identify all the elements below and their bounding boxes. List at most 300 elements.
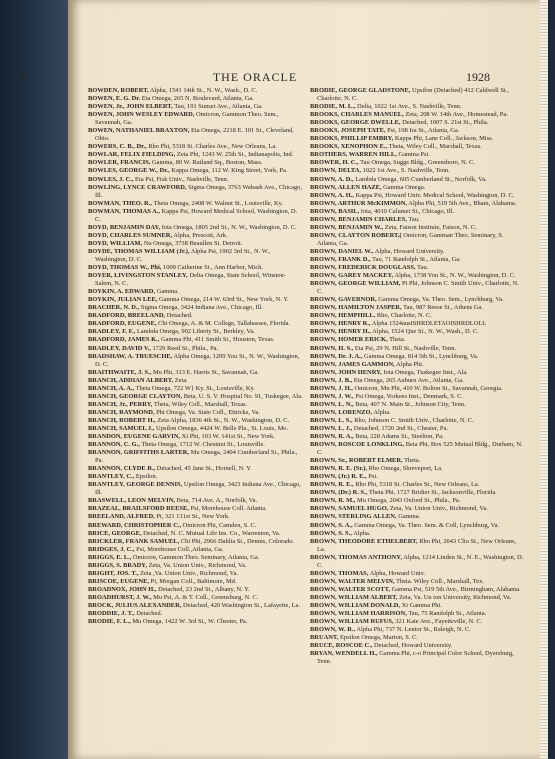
entry-details: Gamma Psi, 519 5th Ave., Birmingham, Alabama.	[390, 585, 521, 593]
directory-entry	[88, 578, 303, 586]
entry-name: BREWARD, CHRISTOPHER C.,	[88, 521, 182, 529]
entry-details: Eta Psi, Fisk Univ., Nashville, Tenn.	[133, 175, 229, 183]
entry-details: Zeta, Faison Institute, Faison, N. C.	[383, 223, 477, 231]
entry-name: BRANCH, A. A.,	[88, 384, 135, 392]
directory-entry	[310, 473, 525, 481]
entry-name: BROWN, HEMPHILL,	[310, 312, 376, 320]
directory-entry	[310, 135, 525, 143]
entry-name: BRADLEY, F. F.,	[88, 328, 136, 336]
entry-name: BRICE, GEORGE,	[88, 529, 142, 537]
entry-name: BRAZEAL, BRAILSFORD REESE,	[88, 505, 189, 513]
directory-entry	[88, 328, 303, 336]
entry-name: BROWN, JAMES GAMMON,	[310, 360, 395, 368]
entry-name: BOWEN, JOHN WESLEY EDWARD,	[88, 111, 195, 119]
directory-entry	[310, 248, 525, 256]
entry-name: BROWN, L. J.,	[310, 424, 353, 432]
directory-entry	[310, 345, 525, 353]
directory-entry	[310, 87, 525, 103]
entry-details: Gamma, 80 W. Rutland Sq., Boston, Mass.	[150, 159, 263, 167]
directory-entry	[88, 304, 303, 312]
entry-details: Detached, N. C. Mutual Life Ins. Co., Warrenton, Va.	[141, 529, 281, 537]
directory-entry	[88, 111, 303, 127]
entry-details: Gamma Phi, c-o Principal Color School, Dyersburg, Tenn.	[317, 650, 514, 666]
directory-entry	[88, 481, 303, 497]
entry-name: BROWN, HOMER ERICK,	[310, 336, 388, 344]
directory-entry	[88, 151, 303, 159]
entry-details: Mu Omega, 2043 Oxford St., Phila., Pa.	[355, 497, 461, 505]
entry-details: Nu Omega, 3738 Beaullen St. Detroit.	[142, 239, 243, 247]
directory-entry	[88, 522, 303, 530]
directory-entry	[310, 505, 525, 513]
entry-name: BOWEN, NATHANIEL BRAXTON,	[88, 127, 190, 135]
directory-entry	[310, 312, 525, 320]
directory-entry	[88, 176, 303, 184]
directory-entry	[310, 272, 525, 280]
page-year: 1928	[466, 70, 490, 84]
entry-details: Psi Omega, Vorkees Inst., Denmark, S. C.	[353, 392, 464, 400]
entry-name: BROWN, WILLIAM HARRISON,	[310, 610, 407, 618]
directory-entry	[310, 143, 525, 151]
entry-details: Pi, 321 131st St., New York.	[154, 513, 230, 521]
entry-details: Rho Phi, 2043 Clio St., New Orleans, La.	[317, 537, 517, 553]
page-title: THE ORACLE	[212, 70, 298, 84]
entry-details: Theta, Wiley Coll., Marshall, Texas.	[152, 400, 248, 408]
directory-entry	[88, 272, 303, 288]
entry-details: Tau, 71 Randolph St., Atlanta, Ga.	[370, 255, 461, 263]
entry-details: Rho Phi, 5318 St. Charles St., New Orleans, La.	[353, 481, 480, 489]
directory-entry	[310, 626, 525, 634]
entry-details: Zeta, Va. Union Univ., Richmond, Va.	[388, 505, 488, 513]
entry-name: BRASWELL, LEON MELVIN,	[88, 497, 176, 505]
entry-details: Alpha Phi, 737 N. Lenior St., Raleigh, N. C.	[355, 626, 471, 634]
entry-details: Upsilon Omega, 3423 Indiana Ave., Chicago, Ill.	[95, 481, 301, 497]
entry-name: BOYD, CHARLES SUMNER,	[88, 231, 173, 239]
entry-name: BOWLING, LYNCE CRAWFORD,	[88, 183, 187, 191]
entry-details: Tau.	[406, 215, 420, 223]
entry-details: Theta.	[387, 336, 406, 344]
entry-name: BRANNON, C. G.,	[88, 441, 140, 449]
entry-name: BROADNOX, JOHN H.,	[88, 585, 157, 593]
entry-name: BRIGGS, S. BRADY,	[88, 561, 147, 569]
entry-name: BRANCH, ADDIAN ALBERT,	[88, 376, 174, 384]
entry-details: Mu Omega, 1422 W. 3rd St., W. Chester, Pa.	[130, 618, 248, 626]
entry-details: Lambda Omega, 605 Cumberland St., Norfolk, Va.	[353, 175, 487, 183]
entry-details: Alpha, 1214 Linden St., N. E., Washington, D. C.	[317, 553, 524, 569]
entry-name: BROWN, THEODORE ETHELBERT,	[310, 537, 418, 545]
entry-name: BRICKLER, FRANK SAMUEL,	[88, 537, 180, 545]
entry-details: Zeta Phi, 1243 W. 25th St., Indianapolis, Ind.	[175, 151, 294, 159]
entry-name: BROWN, DANIEL W.,	[310, 247, 374, 255]
directory-entry	[88, 320, 303, 328]
entry-details: Gamma Omega, 814 5th St., Lynchburg, Va.	[362, 352, 479, 360]
entry-details: Pi Phi, Johnson C. Smith Univ., Charlotte, N. C.	[317, 280, 519, 296]
entry-name: BOYD, THOMAS W., Phi,	[88, 264, 162, 272]
directory-entry	[88, 312, 303, 320]
entry-details: Alpha 1524ausISHRDLETAOISHRDLOLL	[370, 320, 487, 328]
entry-name: BROWN, Sr., ROBERT ELMER,	[310, 457, 403, 465]
entry-details: Psi, Morehouse Coll.,Atlanta, Ga.	[134, 545, 224, 553]
directory-entry	[310, 184, 525, 192]
directory-entry	[310, 232, 525, 248]
entry-details: Kappa Omega, 112 W. King Street, York, Pa.	[169, 167, 288, 175]
directory-entry	[310, 353, 525, 361]
directory-entry	[310, 409, 525, 417]
entry-details: Theta, Wiley Coll., Marshall, Texas.	[387, 143, 482, 151]
entry-details: Delta, 1022 1st Ave., S. Nashville, Tenn.	[355, 103, 462, 111]
directory-entry	[88, 369, 303, 377]
entry-name: BROWN, WILLIAM RUFUS,	[310, 618, 394, 626]
entry-details: Rho Omega, Shreveport, La.	[367, 465, 443, 473]
directory-entry	[310, 216, 525, 224]
entry-name: BROWN, J. W.,	[310, 392, 354, 400]
directory-entry	[310, 264, 525, 272]
entry-details: Phi Omega, Va. State Coll., Ettricks, Va.	[154, 408, 260, 416]
directory-entry	[88, 417, 303, 425]
entry-name: BOWLAR, FELIX FIELDING,	[88, 151, 176, 159]
right-column	[310, 87, 525, 666]
directory-entry	[88, 345, 303, 353]
entry-details: 1729 Reed St., Phila., Pa.	[150, 344, 219, 352]
entry-name: BROWN, WILLIAM DONALD,	[310, 602, 401, 609]
page-number: 4	[20, 70, 26, 84]
entry-details: Rho, Charlotte, N. C.	[375, 312, 432, 320]
directory-entry	[88, 505, 303, 513]
left-column	[88, 87, 303, 626]
directory-entry	[310, 642, 525, 650]
entry-details: Upsilon Omega, 4424 W. Belle Pla., St. Louis, Mo.	[154, 424, 289, 432]
directory-entry	[88, 393, 303, 401]
entry-details: Mu Omega, 2404 Cumberland St., Phila., Pa.	[95, 449, 298, 465]
entry-details: Tau Omega, Suggs Bldg., Greensboro, N. C.	[358, 159, 475, 167]
directory-entry	[88, 441, 303, 449]
directory-entry	[310, 103, 525, 111]
entry-details: 1022 1st Ave., S. Nashville, Tenn.	[360, 167, 450, 175]
directory-entry	[88, 594, 303, 602]
directory-entry	[88, 530, 303, 538]
entry-details: Theta. Wiley Coll., Marshall, Tex.	[394, 577, 484, 585]
entry-name: BRACHER, N. D.,	[88, 304, 140, 312]
entry-name: BROWN, S. A.,	[310, 521, 353, 529]
entry-details: Gamma Psi.	[396, 151, 430, 159]
entry-name: BOWLES, GEORGE W., Dr.,	[88, 167, 170, 175]
entry-name: BRANNON, GRIFFITHS LARTER,	[88, 449, 189, 457]
entry-name: BROWN, R. E.,	[310, 481, 354, 489]
directory-entry	[88, 409, 303, 417]
entry-name: BROWN, THOMAS,	[310, 569, 369, 577]
directory-entry	[88, 473, 303, 481]
entry-name: BRYAN, WENDELL H.,	[310, 650, 378, 658]
entry-name: BRODIE, F. L.,	[88, 618, 131, 626]
entry-name: BRANCH, SAMUEL J.,	[88, 424, 155, 432]
directory-entry	[88, 200, 303, 208]
entry-name: BRANCH, ROBERT H.,	[88, 416, 156, 424]
entry-name: BROADHURST, J. W.,	[88, 593, 152, 601]
entry-name: BOYER, LIVINGSTON STANLEY,	[88, 272, 188, 280]
entry-name: BROWN, A. D.,	[310, 175, 354, 183]
directory-entry	[310, 328, 525, 336]
entry-name: BROWN, THOMAS ANTHONY,	[310, 553, 402, 561]
directory-entry	[88, 433, 303, 441]
entry-details: Detached, 45 Jane St., Hornell, N. Y.	[155, 465, 252, 473]
entry-details: Theta Omega, 722 W} Ky. St., Louisville, Ky.	[134, 384, 255, 392]
entry-details: Tau, 191 Sunset Ave., Atlanta, Ga.	[172, 103, 263, 111]
directory-entry	[88, 602, 303, 610]
directory-entry	[310, 119, 525, 127]
entry-details: Detached, 420 Washington St., Lafayette, La.	[181, 602, 300, 609]
directory-entry	[88, 224, 303, 232]
entry-name: BRADLEY, DAVID V.,	[88, 344, 151, 352]
entry-details: Psi, Morehouse Coll. Atlanta.	[188, 505, 267, 513]
entry-details: Alpha, Howard University.	[373, 247, 445, 255]
entry-name: BRANDON, EUGENE GARVIN,	[88, 433, 181, 441]
entry-name: BOWLER, FRANCIS,	[88, 159, 151, 167]
entry-name: BOYDE, THOMAS WILLIAM (Jr.),	[88, 247, 190, 255]
entry-name: BROWN, (Dr.) R. S.,	[310, 489, 368, 497]
directory-entry	[88, 385, 303, 393]
entry-details: Epsilon.	[134, 473, 158, 481]
entry-name: BRIGHT, JOS. T.,	[88, 569, 139, 577]
directory-entry	[88, 401, 303, 409]
directory-entry	[88, 538, 303, 546]
entry-details: Eta Omega, 265 Auburn Ave., Atlanta, Ga.	[352, 376, 464, 384]
entry-details: Zeta ,Va. Union Univ., Richmond, Va.	[138, 569, 239, 577]
entry-details: 1009 Catherine St., Ann Harbor, Mich.	[161, 264, 264, 272]
entry-details: Alpha, Howard Univ.	[368, 569, 425, 577]
directory-entry	[310, 594, 525, 602]
entry-name: BROWN, HENRY R.,	[310, 320, 371, 328]
directory-entry	[88, 103, 303, 111]
directory-entry	[310, 602, 525, 610]
entry-name: BRANTLEY, C.,	[88, 473, 135, 481]
entry-details: Xi Gamma Phi.	[400, 602, 442, 609]
directory-entry	[88, 240, 303, 248]
entry-details: Sigma Omega, 3763 Wabash Ave., Chicago, Ill.	[95, 183, 302, 199]
entry-details: Zeta, Va. Un ion University, Richmond, Va.	[397, 593, 512, 601]
entry-details: Kappa Psi, Howard Univ. Medical School, Washington, D. C.	[354, 191, 515, 199]
directory-entry	[310, 457, 525, 465]
directory-entry	[88, 288, 303, 296]
directory-entry	[310, 200, 525, 208]
entry-details: Omicron, Gammon Theo. Seminary, Atlanta, Ga.	[131, 553, 260, 561]
entry-name: BRODIE, GEORGE GLADSTONE,	[310, 87, 411, 94]
entry-name: BROTHERS, WARREN HILL,	[310, 151, 397, 159]
entry-details: Beta, 228 Adams St., Steelton, Pa.	[353, 433, 444, 441]
entry-name: BRADSHAW, A. TRUESCHE,	[88, 352, 173, 360]
entry-details: Kappa Phi, Lane Coll., Jackson, Miss.	[393, 135, 494, 143]
entry-name: BROWN, R. A.,	[310, 433, 354, 441]
directory-entry	[310, 570, 525, 578]
directory-entry	[310, 127, 525, 135]
directory-entry	[88, 610, 303, 618]
entry-details: Alpha Omega, 1209 You St., N. W., Washington, D. C.	[95, 352, 300, 368]
entry-name: BRANCH, RAYMOND,	[88, 408, 155, 416]
entry-details: Alpha, 1738 You St., N. W., Washington, D. C.	[393, 272, 516, 280]
entry-details: Theta Omega, 1712 W. Chestnut St., Louisville.	[139, 441, 265, 449]
page-header	[20, 70, 490, 84]
entry-name: BRAITHWAITE, J. S.,	[88, 368, 152, 376]
entry-name: BROWN, ROSCOE LONKLING,	[310, 441, 405, 449]
directory-entry	[310, 224, 525, 232]
entry-details: Detached.	[165, 312, 193, 320]
entry-name: BREELAND, ALFRED,	[88, 513, 155, 521]
directory-entry	[310, 441, 525, 457]
entry-name: BROOKS, JOSEPH TATE,	[310, 127, 386, 135]
entry-details: Gamma Phi, 411 Smith St., Houston, Texas.	[159, 336, 275, 344]
entry-name: BRODIE, M. L.,	[310, 103, 356, 111]
entry-name: BROWN, WALTER SCOTT,	[310, 585, 391, 593]
directory-entry	[310, 618, 525, 626]
entry-name: BOYKIN, JULIAN LEE,	[88, 296, 158, 304]
directory-entry	[88, 95, 303, 103]
entry-name: BROWN, BENJAMIN CHARLES,	[310, 215, 407, 223]
directory-entry	[310, 192, 525, 200]
directory-entry	[88, 377, 303, 385]
entry-details: Detached.	[134, 610, 163, 618]
entry-name: BROWN, FRANK D.,	[310, 255, 371, 263]
entry-name: BROWN, JOHN HENRY,	[310, 368, 382, 376]
entry-details: Alpha, 1524 Que St., N. W., Wash., D. C.	[370, 328, 479, 336]
entry-details: Alpha, Prescott, Ark.	[172, 231, 228, 239]
entry-details: Sigma Omega, 3424 Indiana Ave., Chicago, Ill.	[139, 304, 263, 312]
entry-name: BROWN, GAREY MACKEY,	[310, 272, 394, 280]
directory-entry	[88, 562, 303, 570]
entry-name: BRANCH, Jr., PERRY,	[88, 400, 153, 408]
entry-details: Beta, 714 Ave. A., Norfolk, Va.	[175, 497, 258, 505]
entry-name: BOWEN, E. G. Dr.	[88, 95, 141, 103]
entry-name: BROWN, GAVERNOR,	[310, 296, 377, 304]
entry-name: BROOKS, XENOPHON E.,	[310, 143, 388, 151]
entry-details: Beta Phi, Box 525 Mutual Bldg., Durham, N. C.	[317, 441, 523, 457]
directory-entry	[310, 425, 525, 433]
directory-entry	[88, 586, 303, 594]
entry-details: Pi, Morgan Coll., Baltimore, Md.	[149, 577, 237, 585]
entry-name: BROWER, H. C.,	[310, 159, 359, 167]
directory-entry	[310, 361, 525, 369]
entry-details: Alpha Phi.	[394, 360, 424, 368]
entry-name: BRUCE, ROSCOE C.,	[310, 642, 373, 650]
entry-details: Eta Psi, 29 N. Hill St., Nashville, Tenn.	[353, 344, 457, 352]
entry-name: BROCK, JULIUS ALEXANDER,	[88, 602, 182, 609]
directory-entry	[310, 578, 525, 586]
directory-entry	[310, 610, 525, 618]
entry-name: BROWN, ARTHUR McKIMMON,	[310, 199, 408, 207]
entry-details: Chi Phi, 2966 Dahlia St., Dennis, Colorado.	[179, 537, 295, 545]
entry-details: Zeta, Va. Union Univ., Richmond, Va.	[146, 561, 247, 569]
entry-name: BRANCH, GEORGE CLAYTON,	[88, 392, 183, 400]
entry-name: BOWMAN, THOMAS A.,	[88, 207, 160, 215]
directory-entry	[88, 513, 303, 521]
directory-entry	[88, 449, 303, 465]
directory-entry	[88, 264, 303, 272]
directory-entry	[310, 369, 525, 377]
directory-entry	[88, 570, 303, 578]
entry-details: Eta Omega, 265 N. Boulevard, Atlanta, Ga.	[140, 95, 254, 103]
directory-entry	[310, 401, 525, 409]
entry-name: BRIDGES, J. C.,	[88, 545, 135, 553]
directory-entry	[310, 151, 525, 159]
directory-entry	[88, 546, 303, 554]
entry-details: Mu Phi, 313 E. Harris St., Savannah, Ga.	[151, 368, 259, 376]
entry-details: Psi.	[366, 473, 378, 481]
directory-entry	[88, 167, 303, 175]
directory-entry	[88, 425, 303, 433]
entry-details: Tau.	[415, 264, 429, 272]
entry-name: BROWN, WALTER MELVIN,	[310, 577, 395, 585]
entry-name: BRADFORD, BREELAND,	[88, 312, 166, 320]
entry-name: BROWN, Dr. J. A.,	[310, 352, 363, 360]
directory-entry	[88, 296, 303, 304]
entry-details: Alpha.	[372, 408, 391, 416]
directory-entry	[310, 304, 525, 312]
entry-details: Psi, 198 Ira St., Atlanta, Ga.	[385, 127, 460, 135]
entry-details: Gamma Omega, Va. Theo. Sem., Lynchburg, Va.	[376, 296, 504, 304]
entry-name: BROWN, (Jr.) R. E.,	[310, 473, 367, 481]
entry-name: BROWN, A. H.,	[310, 191, 354, 199]
directory-entry	[310, 489, 525, 497]
entry-name: BROWN, R. E. (Sr.),	[310, 465, 367, 473]
directory-entry	[310, 385, 525, 393]
entry-name: BROWN, BENJAMIN W.,	[310, 223, 384, 231]
entry-details: Omicron, Mu Phi, 410 W. Bolton St., Savannah, Georgia.	[352, 384, 503, 392]
entry-name: BRADFORD, EUGENE,	[88, 320, 157, 328]
entry-name: BOYD, WILLIAM,	[88, 239, 143, 247]
entry-details: Lambda Omega, 902 Liberty St., Berkley, Va.	[135, 328, 255, 336]
entry-name: BOYKIN, A. EDWARD,	[88, 288, 156, 296]
directory-entry	[310, 530, 525, 538]
directory-entry	[310, 465, 525, 473]
directory-entry	[310, 167, 525, 175]
directory-entry	[310, 280, 525, 296]
entry-name: BROOKS, CHARLES MANUEL,	[310, 111, 404, 119]
entry-name: BROWN, L. N.,	[310, 400, 354, 408]
entry-details: Tau, 75 Randolph St., Atlanta.	[406, 610, 487, 618]
directory-entry	[310, 393, 525, 401]
entry-details: Detached, 23 2nd St., Albany, N. Y.	[156, 585, 250, 593]
directory-entry	[310, 433, 525, 441]
entry-name: BOWDEN, ROBERT,	[88, 87, 149, 94]
entry-details: Detached, Howard University.	[372, 642, 453, 650]
directory-entry	[88, 248, 303, 264]
entry-details: Alpha.	[351, 529, 371, 537]
directory-entry	[310, 522, 525, 530]
entry-name: BROWN, LORENZO,	[310, 408, 373, 416]
directory-entry	[310, 417, 525, 425]
entry-name: BROWN, W. R.,	[310, 626, 356, 634]
entry-details: Eta Omega, 2218 E. 101 St., Cleveland, Ohio.	[95, 127, 294, 143]
entry-details: Gamma Omega, 214 W. 63rd St., New York, N. Y.	[157, 296, 289, 304]
entry-details: Omicron, Gamman Theo. Seminary, S. Atlanta, Ga.	[317, 231, 504, 247]
entry-details: Zeta.	[173, 376, 188, 384]
entry-name: BOYD, BENJAMIN DAY,	[88, 223, 161, 231]
entry-name: BROWN, BASIL,	[310, 207, 360, 215]
directory-entry	[88, 232, 303, 240]
directory-entry	[88, 184, 303, 200]
entry-details: Omicron, Gammon Theo. Sem., Savannah, Ga.	[95, 111, 279, 127]
entry-name: BROOKS, GEORGE DWELLE,	[310, 119, 401, 127]
entry-details: Theta.	[402, 457, 421, 465]
entry-name: BROWN, CLAYTON ROBERT,(	[310, 231, 402, 239]
entry-name: BOWERS, C. B., Dr.,	[88, 143, 147, 151]
entry-details: Beta, 407 N. Main St., Johnson City, Tenn.	[353, 400, 466, 408]
entry-name: BROWN, J. B.,	[310, 376, 353, 384]
directory-entry	[310, 320, 525, 328]
directory-entry	[310, 176, 525, 184]
entry-details: Gamma.	[155, 288, 179, 296]
entry-details: Iota Omega, Tuskegee Inst., Ala.	[381, 368, 468, 376]
directory-entry	[88, 465, 303, 473]
directory-entry	[310, 159, 525, 167]
entry-name: BRANTLEY, GEORGE DENNIS,	[88, 481, 183, 489]
